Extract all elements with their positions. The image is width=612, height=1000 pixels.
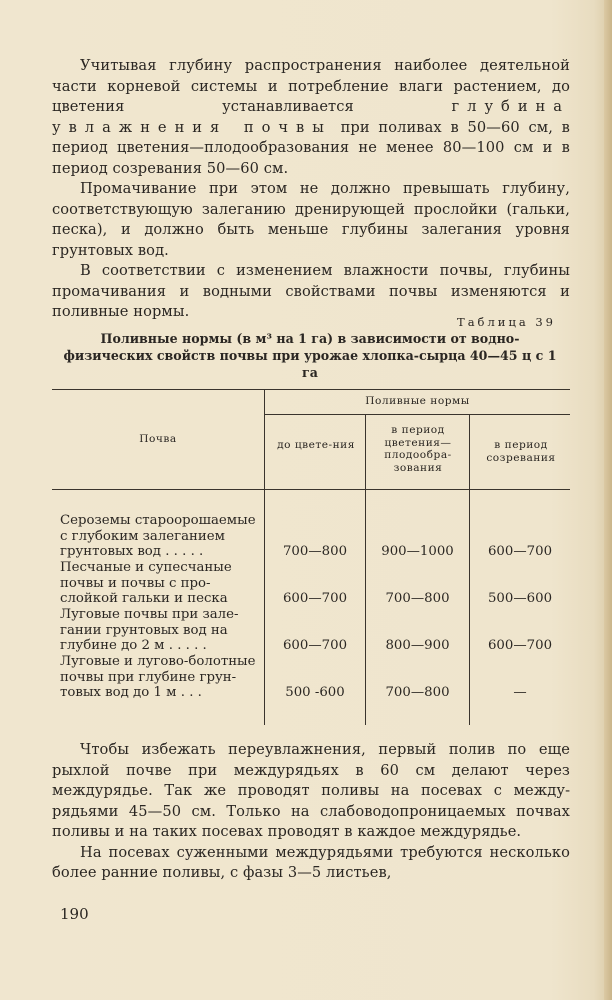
table-subheader-rule	[265, 414, 570, 415]
table-cell: 500—600	[487, 591, 553, 606]
table-cell: 500 -600	[285, 685, 345, 700]
table-cell: 900—1000	[381, 544, 454, 559]
table-row-soil: Луговые и лугово-болотные почвы при глубине грун-товых вод до 1 м . . .	[60, 654, 256, 700]
paragraph-1-spaced-term: глубина увлажнения почвы	[52, 98, 570, 136]
table-col-divider-3	[469, 414, 470, 725]
table-caption: Поливные нормы (в м³ на 1 га) в зависимости от водно-физических свойств почвы при урожае хлопка-сырца 40—45 ц с 1 га	[63, 331, 557, 380]
table-cell: 700—800	[385, 591, 450, 606]
paragraph-2: Промачивание при этом не должно превышать глубину, соответствующую залеганию дренирующей прослойки (гальки, песка), и должно быть меньше глубины залегания уровня грунтовых вод.	[52, 180, 570, 259]
header-col-before-flowering: до цвете-ния	[277, 439, 355, 451]
paragraph-1-end: при поливах в 50—60 см, в период цветения—плодообразования не менее 80—100 см и в период созревания 50—60 см.	[52, 118, 570, 177]
table-cell: 600—700	[282, 638, 348, 653]
table-cell: 700—800	[385, 685, 450, 700]
page-edge-shadow	[604, 0, 612, 1000]
table-row-soil: Луговые почвы при зале-гании грунтовых вод на глубине до 2 м . . . . .	[60, 607, 239, 653]
irrigation-norms-table	[52, 389, 570, 725]
header-col-flowering: в период цветения—плодообра-зования	[384, 424, 452, 474]
paragraph-1-start: Учитывая глубину распространения наиболее деятельной части корневой системы и потребление влаги растением, до цветения устанавливается	[52, 57, 570, 115]
header-soil: Почва	[139, 433, 177, 445]
header-col-ripening: в период созревания	[486, 439, 556, 464]
table-cell: 800—900	[385, 638, 450, 653]
paragraph-1	[52, 56, 570, 179]
table-cell: 600—700	[487, 638, 553, 653]
table-cell: 600—700	[282, 591, 348, 606]
table-row-soil: Песчаные и супесчаные почвы и почвы с про-слойкой гальки и песка	[60, 560, 232, 606]
table-cell: 600—700	[487, 544, 553, 559]
paragraph-4: Чтобы избежать переувлажнения, первый полив по еще рыхлой почве при междурядьях в 60 см делают через междурядье. Так же проводят поливы на посевах с междурядьями 45—50 см. Только на слабоводопроницаемых почвах поливы и на таких посевах проводят в каждое междурядье.	[52, 741, 570, 840]
paragraph-3: В соответствии с изменением влажности почвы, глубины промачивания и водными свойствами почвы изменяются и поливные нормы.	[52, 262, 570, 320]
body-text-top	[52, 56, 570, 323]
page-number: 190	[60, 905, 89, 923]
paragraph-5: На посевах суженными междурядьями требуются несколько более ранние поливы, с фазы 3—5 листьев,	[52, 843, 570, 881]
table-row-soil: Сероземы староорошаемые с глубоким залеганием грунтовых вод . . . . .	[60, 513, 256, 559]
header-norms: Поливные нормы	[365, 395, 470, 407]
table-top-rule	[52, 389, 570, 390]
body-text-bottom	[52, 740, 570, 884]
table-number: Таблица 39	[457, 315, 556, 329]
table-col-divider-2	[365, 414, 366, 725]
table-header-rule	[52, 489, 570, 490]
table-cell: 700—800	[282, 544, 348, 559]
table-cell: —	[513, 685, 527, 700]
